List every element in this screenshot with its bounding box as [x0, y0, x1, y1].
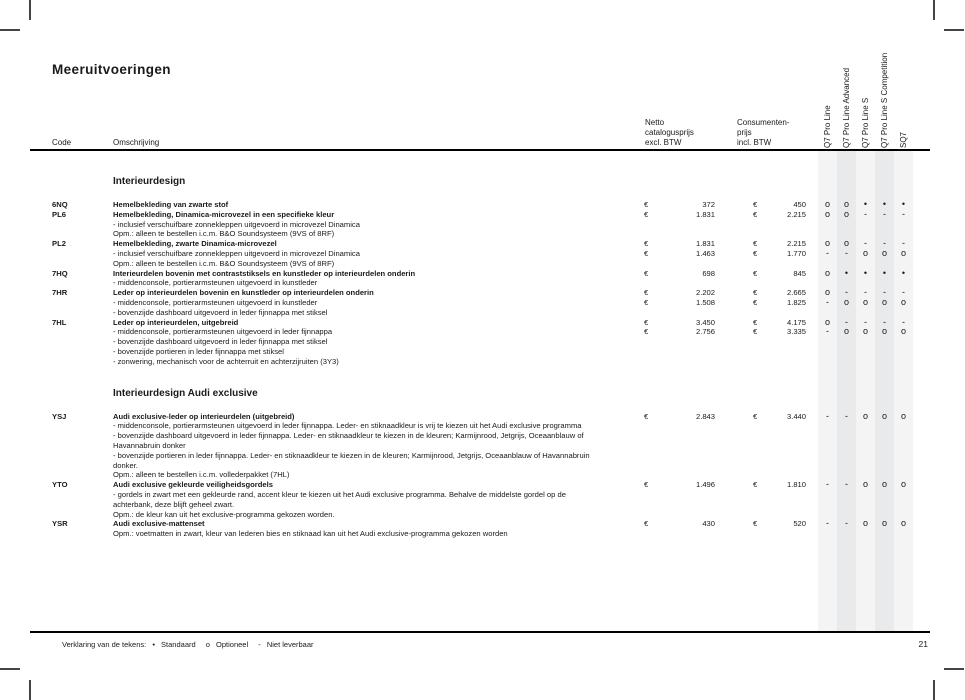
option-description: - inclusief verschuifbare zonnekleppen uitgevoerd in microvezel Dinamica [113, 248, 360, 258]
option-description: - middenconsole, portierarmsteunen uitgevoerd in leder fijnnappa. Leder- en stiknaadkleur is vrij te kiezen uit het Audi exclusive programma [113, 421, 582, 431]
netto-price-value: 372 [702, 200, 715, 209]
option-description: Audi exclusive-leder op interieurdelen (uitgebreid) [113, 411, 295, 421]
crop-mark-top-left-h [0, 29, 20, 31]
option-description: achterbank, deze blijft geheel zwart. [113, 499, 235, 509]
option-description: Opm.: voetmatten in zwart, kleur van lederen bies en stiknaad kan uit het Audi exclusive-programma gekozen worden [113, 529, 508, 539]
availability-marker: o [824, 316, 830, 327]
option-description: - zonwering, mechanisch voor de achterruit en achterzijruiten (3Y3) [113, 356, 339, 366]
availability-marker: o [824, 267, 830, 278]
consumer-price-value: 3.440 [786, 411, 806, 421]
column-header-netto-price [645, 118, 694, 148]
availability-marker: o [862, 410, 868, 421]
legend-label: Verklaring van de tekens: [62, 640, 147, 649]
option-row-line [52, 200, 930, 210]
option-description: Interieurdelen bovenin met contraststiksels en kunstleder op interieurdelen onderin [113, 268, 416, 278]
option-row-line [52, 470, 930, 480]
crop-mark-top-left-v [29, 0, 31, 20]
option-description: - bovenzijde dashboard uitgevoerd in leder fijnnappa. Leder- en stiknaadkleur te kiezen in de kleuren; Karmijnrood, Jetgrijs, Oceaanblauw of [113, 431, 584, 441]
option-description: Leder op interieurdelen bovenin en kunstleder op interieurdelen onderin [113, 288, 374, 298]
consumer-header-line: incl. BTW [737, 138, 772, 147]
option-description: Opm.: de kleur kan uit het exclusive-programma gekozen worden. [113, 509, 335, 519]
trim-column-label-q7-pro-line-s-competition: Q7 Pro Line S Competition [880, 52, 889, 148]
option-code: PL2 [52, 239, 66, 249]
option-description: - bovenzijde portieren in leder fijnnappa. Leder- en stiknaadkleur te kiezen in de kleuren; Karmijnrood, Jetgrijs, Oceaanblauw of Havannabruin [113, 450, 590, 460]
option-row-line [52, 269, 930, 279]
option-description: Havannabruin donker [113, 440, 186, 450]
availability-marker: o [843, 208, 849, 219]
availability-marker: - [826, 247, 829, 258]
crop-mark-bottom-right-v [933, 680, 935, 700]
option-row-line [52, 249, 930, 259]
crop-mark-bottom-left-h [0, 668, 20, 670]
availability-marker: - [845, 410, 848, 421]
consumer-price-value: 520 [793, 519, 806, 529]
option-row-line [52, 318, 930, 328]
euro-sign: € [753, 288, 758, 298]
option-row-line [52, 288, 930, 298]
option-description: donker. [113, 460, 138, 470]
euro-sign: € [753, 248, 758, 258]
euro-sign: € [753, 200, 758, 209]
option-code: 6NQ [52, 200, 68, 209]
option-row-line [52, 357, 930, 367]
option-code: PL6 [52, 209, 66, 219]
availability-marker: - [826, 326, 829, 337]
option-row-line [52, 451, 930, 461]
crop-mark-top-right-v [933, 0, 935, 20]
availability-marker: o [881, 326, 887, 337]
netto-price-value: 698 [702, 268, 715, 278]
consumer-price-value: 3.335 [786, 327, 806, 337]
option-description: - gordels in zwart met een gekleurde rand, accent kleur te kiezen uit het Audi exclusive programma. Behalve de middelste gordel op de [113, 489, 566, 499]
availability-marker: - [845, 479, 848, 490]
euro-sign: € [753, 327, 758, 337]
option-description: - middenconsole, portierarmsteunen uitgevoerd in leder fijnnappa [113, 327, 333, 337]
availability-marker: - [902, 208, 905, 219]
availability-marker: - [826, 518, 829, 529]
availability-marker: o [900, 326, 906, 337]
euro-sign: € [644, 297, 649, 307]
availability-marker: - [883, 287, 886, 298]
euro-sign: € [753, 239, 758, 249]
trim-column-label-sq7: SQ7 [899, 131, 908, 148]
availability-marker: - [883, 208, 886, 219]
availability-marker: o [824, 208, 830, 219]
availability-marker: o [862, 296, 868, 307]
euro-sign: € [644, 519, 649, 529]
euro-sign: € [644, 268, 649, 278]
option-row-line [52, 510, 930, 520]
availability-marker: o [862, 326, 868, 337]
option-description: - middenconsole, portierarmsteunen uitgevoerd in kunstleder [113, 297, 318, 307]
option-description: Hemelbekleding, Dinamica-microvezel in een specifieke kleur [113, 209, 335, 219]
option-row-line [52, 239, 930, 249]
availability-marker: o [881, 479, 887, 490]
availability-marker: - [845, 316, 848, 327]
option-description: Hemelbekleding, zwarte Dinamica-microvezel [113, 239, 277, 249]
option-row-line [52, 308, 930, 318]
section-heading: Interieurdesign [113, 176, 186, 187]
option-description: Opm.: alleen te bestellen i.c.m. vollederpakket (7HL) [113, 470, 290, 480]
page-number: 21 [918, 639, 928, 649]
consumer-price-value: 1.810 [786, 480, 806, 490]
euro-sign: € [644, 480, 649, 490]
availability-marker: o [881, 296, 887, 307]
availability-marker: - [864, 316, 867, 327]
option-row-line [52, 220, 930, 230]
availability-marker: • [882, 199, 887, 209]
legend-item-optioneel [206, 640, 252, 649]
availability-marker: - [883, 238, 886, 249]
availability-marker: • [901, 199, 906, 209]
option-row-line [52, 480, 930, 490]
option-row-line [52, 337, 930, 347]
availability-marker: o [862, 479, 868, 490]
option-code: 7HL [52, 317, 67, 327]
availability-marker: o [881, 410, 887, 421]
option-code: 7HR [52, 288, 68, 298]
option-code: 7HQ [52, 268, 68, 278]
option-description: Opm.: alleen te bestellen i.c.m. B&O Soundsysteem (9VS of 8RF) [113, 229, 335, 239]
netto-price-value: 2.843 [695, 411, 715, 421]
crop-mark-bottom-right-h [944, 668, 964, 670]
option-description: Audi exclusive-mattenset [113, 519, 205, 529]
header-rule [30, 149, 930, 151]
netto-price-value: 1.831 [695, 239, 715, 249]
legend-item-label: Niet leverbaar [266, 640, 314, 649]
crop-mark-bottom-left-v [29, 680, 31, 700]
euro-sign: € [644, 411, 649, 421]
euro-sign: € [644, 288, 649, 298]
option-row-line [52, 327, 930, 337]
consumer-price-value: 2.665 [786, 288, 806, 298]
trim-column-label-q7-pro-line-s: Q7 Pro Line S [861, 97, 870, 148]
availability-marker: - [826, 410, 829, 421]
legend-item-label: Standaard [161, 640, 196, 649]
availability-marker: • [863, 199, 868, 209]
legend-item-niet-leverbaar [258, 640, 317, 649]
option-description: - middenconsole, portierarmsteunen uitgevoerd in kunstleder [113, 278, 318, 288]
availability-marker: - [864, 238, 867, 249]
availability-marker: o [900, 296, 906, 307]
euro-sign: € [644, 248, 649, 258]
availability-marker: • [901, 267, 906, 278]
consumer-header-line: prijs [737, 128, 752, 137]
availability-marker: o [843, 296, 849, 307]
netto-price-value: 1.831 [695, 209, 715, 219]
option-description: - bovenzijde dashboard uitgevoerd in leder fijnnappa met stiksel [113, 337, 328, 347]
option-row-line [52, 431, 930, 441]
netto-price-value: 2.202 [695, 288, 715, 298]
availability-marker: o [843, 238, 849, 249]
page-title: Meeruitvoeringen [52, 62, 171, 77]
netto-header-line: Netto [645, 118, 665, 127]
legend-item-label: Optioneel [216, 640, 249, 649]
footer-legend [62, 640, 322, 649]
consumer-price-value: 450 [793, 200, 806, 209]
option-description: - inclusief verschuifbare zonnekleppen uitgevoerd in microvezel Dinamica [113, 219, 360, 229]
not-available-marker-icon: - [258, 640, 261, 649]
table-section [52, 176, 930, 367]
availability-marker: - [845, 247, 848, 258]
option-row-line [52, 210, 930, 220]
option-row-line [52, 500, 930, 510]
availability-marker: - [902, 316, 905, 327]
availability-marker: • [844, 267, 849, 278]
availability-marker: o [862, 518, 868, 529]
legend-item-standaard [152, 640, 199, 649]
availability-marker: • [882, 267, 887, 278]
consumer-price-value: 2.215 [786, 239, 806, 249]
option-row-line [52, 490, 930, 500]
option-code: YTO [52, 480, 68, 490]
availability-marker: o [900, 518, 906, 529]
availability-marker: • [863, 267, 868, 278]
consumer-price-value: 4.175 [786, 317, 806, 327]
trim-column-label-q7-pro-line: Q7 Pro Line [823, 105, 832, 148]
consumer-price-value: 845 [793, 268, 806, 278]
column-header-code: Code [52, 138, 72, 147]
euro-sign: € [753, 519, 758, 529]
consumer-price-value: 2.215 [786, 209, 806, 219]
availability-marker: o [900, 247, 906, 258]
euro-sign: € [753, 297, 758, 307]
euro-sign: € [644, 209, 649, 219]
option-row-line [52, 441, 930, 451]
netto-header-line: catalogusprijs [645, 128, 694, 137]
option-description: Hemelbekleding van zwarte stof [113, 200, 229, 209]
availability-marker: - [902, 287, 905, 298]
euro-sign: € [644, 239, 649, 249]
availability-marker: o [843, 199, 849, 209]
netto-price-value: 1.496 [695, 480, 715, 490]
availability-marker: o [824, 199, 830, 209]
availability-marker: o [900, 410, 906, 421]
availability-marker: o [881, 247, 887, 258]
standard-marker-icon: • [152, 640, 155, 649]
option-row-line [52, 278, 930, 288]
euro-sign: € [644, 200, 649, 209]
option-row-line [52, 298, 930, 308]
table-body [52, 176, 930, 539]
consumer-price-value: 1.770 [786, 248, 806, 258]
option-row-line [52, 529, 930, 539]
option-code: YSJ [52, 411, 67, 421]
section-heading: Interieurdesign Audi exclusive [113, 387, 258, 399]
netto-price-value: 1.463 [695, 248, 715, 258]
column-header-description: Omschrijving [113, 138, 160, 147]
availability-marker: o [824, 287, 830, 298]
euro-sign: € [753, 209, 758, 219]
option-row-line [52, 421, 930, 431]
availability-marker: o [881, 518, 887, 529]
netto-price-value: 430 [702, 519, 715, 529]
option-description: Audi exclusive gekleurde veiligheidsgordels [113, 480, 273, 490]
crop-mark-top-right-h [944, 29, 964, 31]
netto-price-value: 1.508 [695, 297, 715, 307]
availability-marker: o [824, 238, 830, 249]
option-row-line [52, 229, 930, 239]
option-description: - bovenzijde dashboard uitgevoerd in leder fijnnappa met stiksel [113, 307, 328, 317]
option-row-line [52, 461, 930, 471]
availability-marker: - [864, 208, 867, 219]
availability-marker: - [826, 479, 829, 490]
availability-marker: - [845, 287, 848, 298]
availability-marker: - [826, 296, 829, 307]
consumer-header-line: Consumenten- [737, 118, 790, 127]
option-row-line [52, 259, 930, 269]
option-code: YSR [52, 519, 68, 529]
footer-rule [30, 631, 930, 633]
availability-marker: - [883, 316, 886, 327]
option-row-line [52, 412, 930, 422]
option-description: - bovenzijde portieren in leder fijnnappa met stiksel [113, 346, 284, 356]
euro-sign: € [753, 268, 758, 278]
availability-marker: o [862, 247, 868, 258]
netto-header-line: excl. BTW [645, 138, 682, 147]
option-description: Leder op interieurdelen, uitgebreid [113, 317, 239, 327]
consumer-price-value: 1.825 [786, 297, 806, 307]
euro-sign: € [753, 317, 758, 327]
option-row-line [52, 347, 930, 357]
euro-sign: € [644, 317, 649, 327]
netto-price-value: 3.450 [695, 317, 715, 327]
availability-marker: - [902, 238, 905, 249]
euro-sign: € [753, 480, 758, 490]
netto-price-value: 2.756 [695, 327, 715, 337]
option-description: Opm.: alleen te bestellen i.c.m. B&O Soundsysteem (9VS of 8RF) [113, 258, 335, 268]
column-header-consumer-price [737, 118, 789, 148]
availability-marker: - [845, 518, 848, 529]
euro-sign: € [753, 411, 758, 421]
trim-column-label-q7-pro-line-advanced: Q7 Pro Line Advanced [842, 67, 851, 148]
table-section [52, 388, 930, 539]
availability-marker: o [900, 479, 906, 490]
euro-sign: € [644, 327, 649, 337]
optional-marker-icon: o [205, 640, 210, 649]
availability-marker: - [864, 287, 867, 298]
availability-marker: o [843, 326, 849, 337]
option-row-line [52, 519, 930, 529]
